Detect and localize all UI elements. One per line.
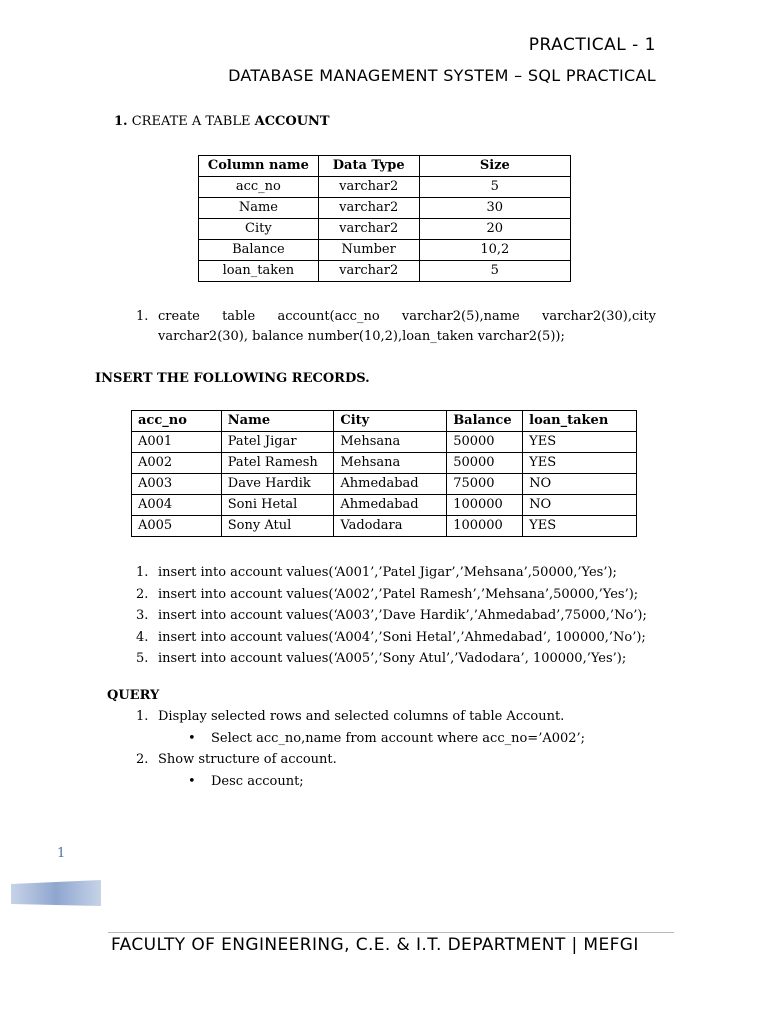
query-bullet-text: Select acc_no,name from account where acc_no=’A002’; [211, 731, 586, 746]
list-number: 1. [136, 309, 149, 324]
structure-table [198, 155, 571, 282]
query-bullet [188, 731, 585, 746]
table-row [199, 240, 571, 261]
table-cell: City [199, 219, 319, 240]
insert-records-heading: INSERT THE FOLLOWING RECORDS. [95, 371, 370, 386]
table-cell: Number [318, 240, 419, 261]
table-cell: Patel Jigar [221, 432, 334, 453]
table-cell: 30 [419, 198, 570, 219]
table-cell: 20 [419, 219, 570, 240]
list-item [136, 605, 647, 627]
practical-title: PRACTICAL - 1 [528, 35, 656, 55]
table-cell: acc_no [199, 177, 319, 198]
records-table-header: City [334, 411, 447, 432]
query-item-text: Show structure of account. [158, 752, 337, 767]
table-cell: Balance [199, 240, 319, 261]
footer-text: FACULTY OF ENGINEERING, C.E. & I.T. DEPARTMENT | MEFGI [111, 935, 639, 955]
table-cell: Mehsana [334, 432, 447, 453]
list-number: 3. [136, 608, 149, 623]
table-cell: 100000 [447, 516, 523, 537]
query-item-text: Display selected rows and selected columns of table Account. [158, 709, 565, 724]
table-cell: loan_taken [199, 261, 319, 282]
list-number: 2. [136, 752, 149, 767]
table-row [199, 219, 571, 240]
insert-statement-text: insert into account values(‘A005’,’Sony Atul’,’Vadodara’, 100000,’Yes’); [158, 651, 627, 666]
insert-statements-list [136, 562, 647, 670]
create-statement-line-2: varchar2(30), balance number(10,2),loan_taken varchar2(5)); [158, 329, 565, 344]
list-number: 2. [136, 586, 149, 602]
table-cell: Patel Ramesh [221, 453, 334, 474]
records-table-header: Balance [447, 411, 523, 432]
page-number: 1 [57, 846, 66, 861]
query-item [136, 709, 564, 724]
list-item [136, 562, 647, 584]
table-cell: Dave Hardik [221, 474, 334, 495]
table-cell: A005 [132, 516, 222, 537]
table-row [132, 432, 637, 453]
document-subtitle: DATABASE MANAGEMENT SYSTEM – SQL PRACTICAL [228, 66, 656, 85]
table-cell: A003 [132, 474, 222, 495]
table-cell: Name [199, 198, 319, 219]
table-cell: Mehsana [334, 453, 447, 474]
table-cell: 50000 [447, 453, 523, 474]
list-number: 1. [136, 709, 149, 724]
insert-statement-text: insert into account values(‘A001’,’Patel Jigar’,’Mehsana’,50000,’Yes’); [158, 565, 617, 580]
table-cell: A002 [132, 453, 222, 474]
query-heading: QUERY [107, 688, 160, 703]
bullet-icon: • [188, 774, 196, 789]
footer-decoration-shape [11, 880, 101, 908]
table-cell: A001 [132, 432, 222, 453]
records-table-header: acc_no [132, 411, 222, 432]
table-row [132, 474, 637, 495]
list-number: 4. [136, 629, 149, 645]
table-cell: 50000 [447, 432, 523, 453]
table-cell: Ahmedabad [334, 495, 447, 516]
list-number: 5. [136, 651, 149, 666]
footer-divider [108, 932, 674, 933]
table-row [132, 495, 637, 516]
insert-statement-text: insert into account values(‘A002’,’Patel Ramesh’,’Mehsana’,50000,’Yes’); [158, 586, 639, 602]
insert-statement-text: insert into account values(‘A003’,’Dave Hardik’,’Ahmedabad’,75000,’No’); [158, 608, 647, 623]
table-cell: 75000 [447, 474, 523, 495]
table-cell: varchar2 [318, 198, 419, 219]
table-cell: YES [523, 516, 637, 537]
list-item [136, 584, 647, 606]
table-cell: 100000 [447, 495, 523, 516]
bullet-icon: • [188, 731, 196, 746]
table-cell: 10,2 [419, 240, 570, 261]
table-cell: Soni Hetal [221, 495, 334, 516]
query-item [136, 752, 337, 767]
section-table-name: ACCOUNT [254, 114, 330, 129]
table-row [199, 261, 571, 282]
table-row [132, 453, 637, 474]
insert-statement-text: insert into account values(‘A004’,’Soni Hetal’,’Ahmedabad’, 100000,’No’); [158, 629, 646, 645]
list-item [136, 648, 647, 670]
table-cell: varchar2 [318, 261, 419, 282]
list-number: 1. [136, 565, 149, 580]
create-statement-line-1: create table account(acc_no varchar2(5),name varchar2(30),city [158, 309, 656, 324]
query-bullet [188, 774, 304, 789]
table-row [199, 198, 571, 219]
section-create-table-heading [114, 114, 330, 129]
table-cell: Sony Atul [221, 516, 334, 537]
section-text: CREATE A TABLE [131, 114, 251, 129]
section-number: 1. [114, 114, 128, 129]
table-cell: YES [523, 432, 637, 453]
structure-table-header: Column name [199, 156, 319, 177]
records-table [131, 410, 637, 537]
table-cell: Vadodara [334, 516, 447, 537]
records-table-header: Name [221, 411, 334, 432]
table-row [199, 177, 571, 198]
table-cell: 5 [419, 261, 570, 282]
list-item [136, 627, 647, 649]
table-cell: Ahmedabad [334, 474, 447, 495]
records-table-header-row [132, 411, 637, 432]
structure-table-header: Size [419, 156, 570, 177]
table-cell: varchar2 [318, 219, 419, 240]
table-cell: A004 [132, 495, 222, 516]
records-table-header: loan_taken [523, 411, 637, 432]
structure-table-header-row [199, 156, 571, 177]
table-cell: varchar2 [318, 177, 419, 198]
query-bullet-text: Desc account; [211, 774, 304, 789]
table-row [132, 516, 637, 537]
table-cell: 5 [419, 177, 570, 198]
table-cell: NO [523, 495, 637, 516]
table-cell: NO [523, 474, 637, 495]
table-cell: YES [523, 453, 637, 474]
structure-table-header: Data Type [318, 156, 419, 177]
